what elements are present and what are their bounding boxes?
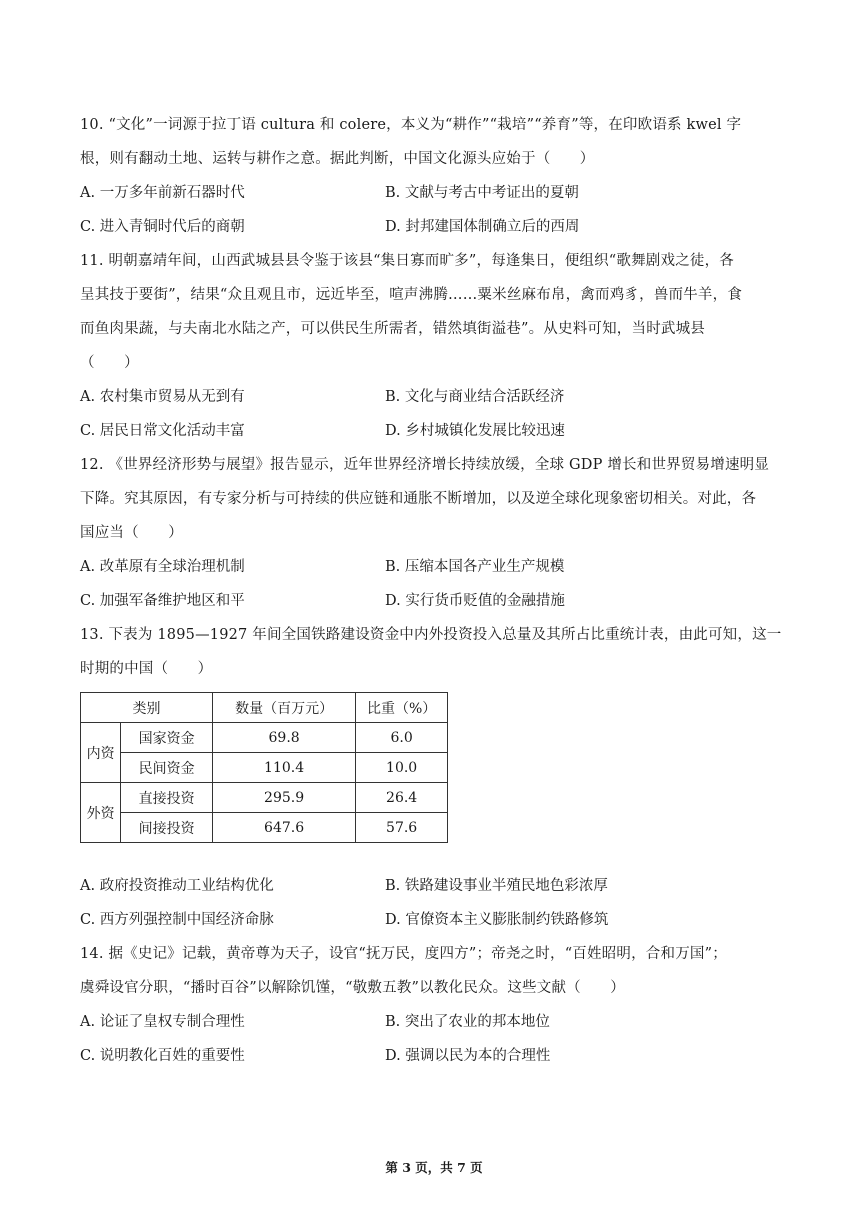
question-stem: 14. 据《史记》记载，黄帝尊为天子，设官“抚万民，度四方”；帝尧之时，“百姓昭明，合和万国”； [80, 946, 727, 962]
table-cell: 26.4 [356, 783, 448, 813]
table-row [81, 723, 448, 753]
option-d[interactable]: D. 官僚资本主义膨胀制约铁路修筑 [385, 912, 609, 928]
question-stem: 虞舜设官分职，“播时百谷”以解除饥馑，“敬敷五教”以教化民众。这些文献（ ） [80, 980, 625, 996]
option-d[interactable]: D. 实行货币贬值的金融措施 [385, 593, 565, 609]
table-header-row [81, 693, 448, 723]
table-row [81, 813, 448, 843]
option-c[interactable]: C. 说明教化百姓的重要性 [80, 1048, 245, 1064]
option-c[interactable]: C. 西方列强控制中国经济命脉 [80, 912, 274, 928]
table-header-cell: 数量（百万元） [212, 693, 355, 723]
question-stem: 时期的中国（ ） [80, 661, 213, 677]
option-a[interactable]: A. 政府投资推动工业结构优化 [80, 878, 274, 894]
table-cell: 6.0 [356, 723, 448, 753]
option-b[interactable]: B. 文献与考古中考证出的夏朝 [385, 185, 579, 201]
option-b[interactable]: B. 突出了农业的邦本地位 [385, 1014, 550, 1030]
question-10 [80, 108, 792, 244]
question-stem: （ ） [80, 355, 139, 371]
option-a[interactable]: A. 论证了皇权专制合理性 [80, 1014, 245, 1030]
option-b[interactable]: B. 文化与商业结合活跃经济 [385, 389, 565, 405]
question-stem: 12. 《世界经济形势与展望》报告显示，近年世界经济增长持续放缓，全球 GDP 增长和世界贸易增速明显 [80, 457, 770, 473]
option-d[interactable]: D. 封邦建国体制确立后的西周 [385, 219, 580, 235]
question-stem: 13. 下表为 1895—1927 年间全国铁路建设资金中内外投资投入总量及其所占比重统计表，由此可知，这一 [80, 627, 782, 643]
table-cell: 295.9 [212, 783, 355, 813]
options-grid [80, 380, 792, 448]
table-header-cell: 比重（%） [356, 693, 448, 723]
table-cell: 国家资金 [121, 723, 213, 753]
options-grid [80, 869, 792, 937]
page-number: 第 3 页，共 7 页 [385, 1160, 483, 1175]
table-row [81, 783, 448, 813]
exam-page [80, 108, 792, 1073]
option-d[interactable]: D. 强调以民为本的合理性 [385, 1048, 551, 1064]
option-d[interactable]: D. 乡村城镇化发展比较迅速 [385, 423, 565, 439]
option-a[interactable]: A. 一万多年前新石器时代 [80, 185, 245, 201]
table-group-cell: 外资 [81, 783, 121, 843]
option-c[interactable]: C. 加强军备维护地区和平 [80, 593, 245, 609]
table-cell: 69.8 [212, 723, 355, 753]
question-13 [80, 618, 792, 937]
question-stem: 呈其技于要街”，结果“众且观且市，远近毕至，喧声沸腾……粟米丝麻布帛，禽而鸡豸，兽而牛羊，食 [80, 287, 743, 303]
options-grid [80, 550, 792, 618]
table-cell: 57.6 [356, 813, 448, 843]
option-b[interactable]: B. 压缩本国各产业生产规模 [385, 559, 565, 575]
question-12 [80, 448, 792, 618]
question-stem: 根，则有翻动土地、运转与耕作之意。据此判断，中国文化源头应始于（ ） [80, 151, 595, 167]
spacer [80, 843, 792, 869]
option-c[interactable]: C. 进入青铜时代后的商朝 [80, 219, 245, 235]
option-a[interactable]: A. 改革原有全球治理机制 [80, 559, 245, 575]
railway-investment-table [80, 692, 448, 843]
option-c[interactable]: C. 居民日常文化活动丰富 [80, 423, 245, 439]
table-group-cell: 内资 [81, 723, 121, 783]
table-cell: 直接投资 [121, 783, 213, 813]
question-stem: 而鱼肉果蔬，与夫南北水陆之产，可以供民生所需者，错然填街溢巷”。从史料可知，当时武城县 [80, 321, 706, 337]
options-grid [80, 176, 792, 244]
table-cell: 民间资金 [121, 753, 213, 783]
table-cell: 647.6 [212, 813, 355, 843]
table-row [81, 753, 448, 783]
table-header-cell: 类别 [81, 693, 213, 723]
question-stem: 国应当（ ） [80, 525, 183, 541]
question-stem: 10. “文化”一词源于拉丁语 cultura 和 colere，本义为“耕作”“栽培”“养育”等，在印欧语系 kwel 字 [80, 117, 742, 133]
table-cell: 110.4 [212, 753, 355, 783]
option-b[interactable]: B. 铁路建设事业半殖民地色彩浓厚 [385, 878, 608, 894]
table-cell: 间接投资 [121, 813, 213, 843]
question-stem: 下降。究其原因，有专家分析与可持续的供应链和通胀不断增加，以及逆全球化现象密切相关。对此，各 [80, 491, 757, 507]
question-11 [80, 244, 792, 448]
option-a[interactable]: A. 农村集市贸易从无到有 [80, 389, 245, 405]
options-grid [80, 1005, 792, 1073]
question-stem: 11. 明朝嘉靖年间，山西武城县县令鉴于该县“集日寡而旷多”，每逢集日，便组织“歌舞剧戏之徒，各 [80, 253, 735, 269]
table-cell: 10.0 [356, 753, 448, 783]
question-14 [80, 937, 792, 1073]
